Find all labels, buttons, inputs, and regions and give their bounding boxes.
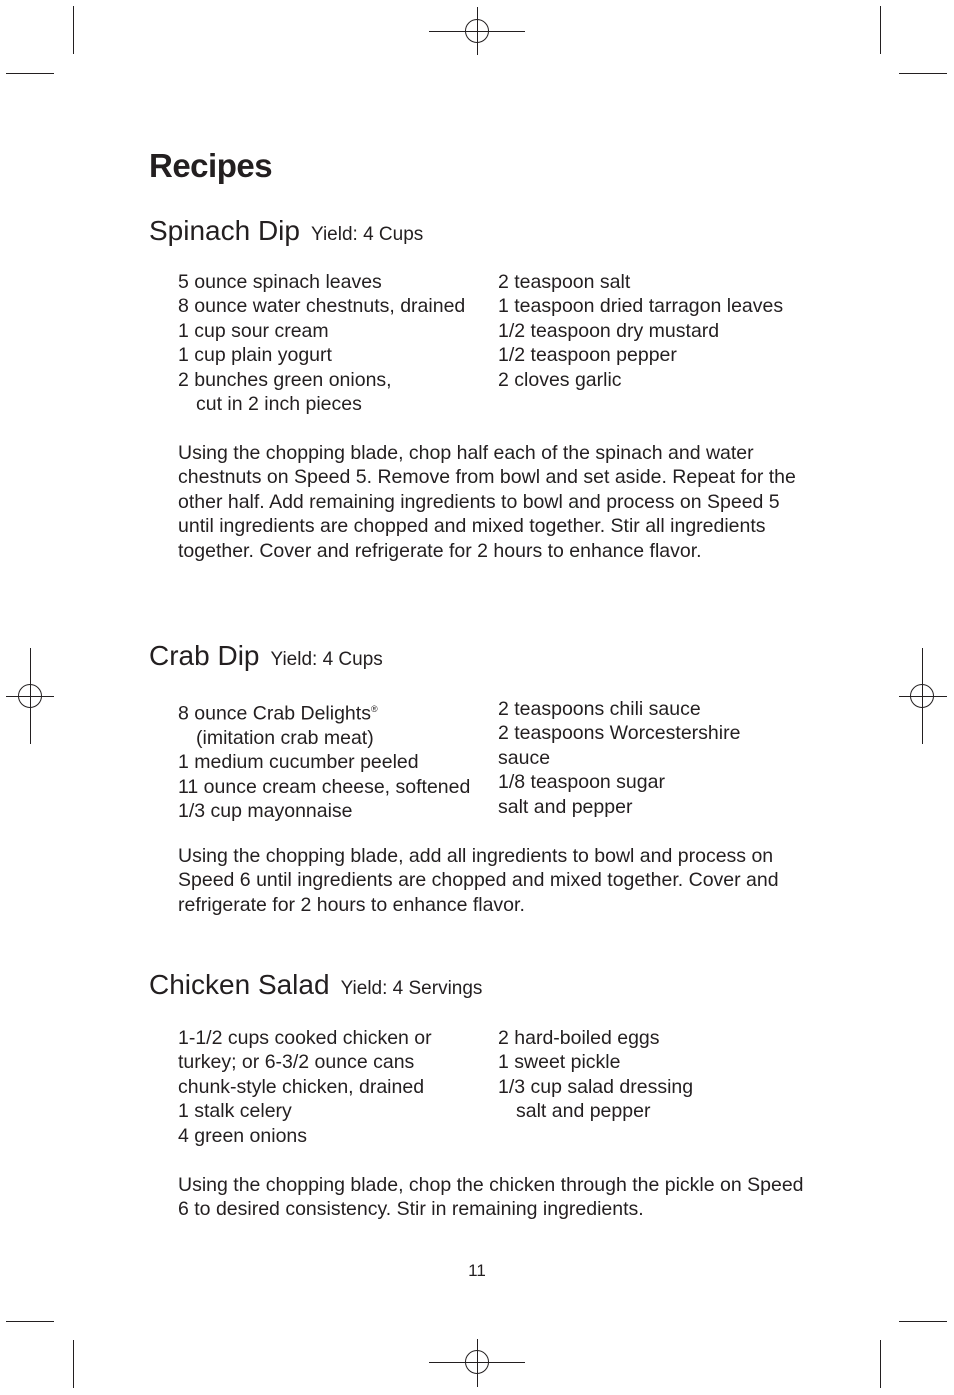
recipe-name: Crab Dip <box>149 640 260 671</box>
ingredient: 1/2 teaspoon dry mustard <box>498 319 720 342</box>
crop-mark <box>899 73 947 74</box>
ingredients-left <box>178 1026 432 1148</box>
ingredient: 2 bunches green onions, <box>178 368 392 391</box>
ingredient: 1/8 teaspoon sugar <box>498 771 665 794</box>
recipe-name: Spinach Dip <box>149 215 300 246</box>
crop-mark <box>73 1340 74 1388</box>
recipe-yield: Yield: 4 Cups <box>270 649 383 670</box>
ingredient: 1/3 cup mayonnaise <box>178 800 353 823</box>
recipe-yield: Yield: 4 Cups <box>310 224 424 245</box>
crop-mark <box>6 73 54 74</box>
registration-mark-circle <box>465 19 489 43</box>
registration-mark-circle <box>910 684 934 708</box>
recipe-directions: Using the chopping blade, chop half each of the spinach and water chestnuts on Speed 5. Remove from bowl and set aside. Repeat for the other half. Add remaining ingredients to bowl and process on Speed 5 until ingredients are chopped and mixed together. Stir all ingredients together. Cover and refrigerate for 2 hours to enhance flavor. <box>178 442 796 562</box>
ingredients-left <box>178 697 470 824</box>
ingredient: 4 green onions <box>178 1124 308 1147</box>
ingredient: 8 ounce Crab Delights® <box>178 702 378 725</box>
crop-mark <box>73 6 74 54</box>
ingredient: 1 sweet pickle <box>498 1051 621 1074</box>
ingredient: sauce <box>498 746 551 769</box>
registration-mark-circle <box>465 1350 489 1374</box>
recipe-heading-chicken-salad <box>149 969 482 1001</box>
recipe-name: Chicken Salad <box>149 969 330 1000</box>
registered-trademark: ® <box>370 704 378 714</box>
crop-mark <box>880 6 881 54</box>
ingredient: 2 teaspoon salt <box>498 271 631 293</box>
ingredient: 1-1/2 cups cooked chicken or <box>178 1027 432 1049</box>
ingredient: 1 medium cucumber peeled <box>178 751 419 774</box>
ingredient: 1/2 teaspoon pepper <box>498 344 677 367</box>
ingredient: 5 ounce spinach leaves <box>178 271 382 293</box>
recipe-heading-spinach-dip <box>149 215 423 247</box>
ingredient: cut in 2 inch pieces <box>196 393 362 416</box>
registration-mark-circle <box>18 684 42 708</box>
ingredient: turkey; or 6-3/2 ounce cans <box>178 1051 415 1074</box>
recipe-directions: Using the chopping blade, chop the chicken through the pickle on Speed 6 to desired consistency. Stir in remaining ingredients. <box>178 1174 804 1221</box>
ingredient: 1/3 cup salad dressing <box>498 1075 694 1098</box>
ingredients-left <box>178 270 465 416</box>
page-title: Recipes <box>149 147 273 184</box>
ingredient: salt and pepper <box>516 1100 651 1123</box>
recipe-heading-crab-dip <box>149 640 383 672</box>
crop-mark <box>880 1340 881 1388</box>
crop-mark <box>6 1321 54 1322</box>
ingredient: 2 teaspoons Worcestershire <box>498 722 741 745</box>
ingredients-right <box>498 697 740 819</box>
page-number: 11 <box>468 1261 486 1280</box>
ingredient: 1 teaspoon dried tarragon leaves <box>498 295 784 318</box>
ingredient: 2 cloves garlic <box>498 368 622 391</box>
ingredient: 2 teaspoons chili sauce <box>498 698 701 720</box>
ingredients-right <box>498 270 783 392</box>
recipe-directions: Using the chopping blade, add all ingredients to bowl and process on Speed 6 until ingredients are chopped and mixed together. Cover and refrigerate for 2 hours to enhance flavor. <box>178 845 779 916</box>
ingredient: 2 hard-boiled eggs <box>498 1027 660 1049</box>
ingredient: salt and pepper <box>498 795 633 818</box>
ingredients-right <box>498 1026 693 1124</box>
ingredient: 1 cup plain yogurt <box>178 344 332 367</box>
ingredient: 1 cup sour cream <box>178 319 329 342</box>
ingredient: chunk-style chicken, drained <box>178 1075 425 1098</box>
ingredient: 1 stalk celery <box>178 1100 292 1123</box>
ingredient: (imitation crab meat) <box>196 726 374 749</box>
crop-mark <box>899 1321 947 1322</box>
ingredient: 8 ounce water chestnuts, drained <box>178 295 466 318</box>
recipe-yield: Yield: 4 Servings <box>340 978 483 999</box>
ingredient: 11 ounce cream cheese, softened <box>178 775 471 798</box>
